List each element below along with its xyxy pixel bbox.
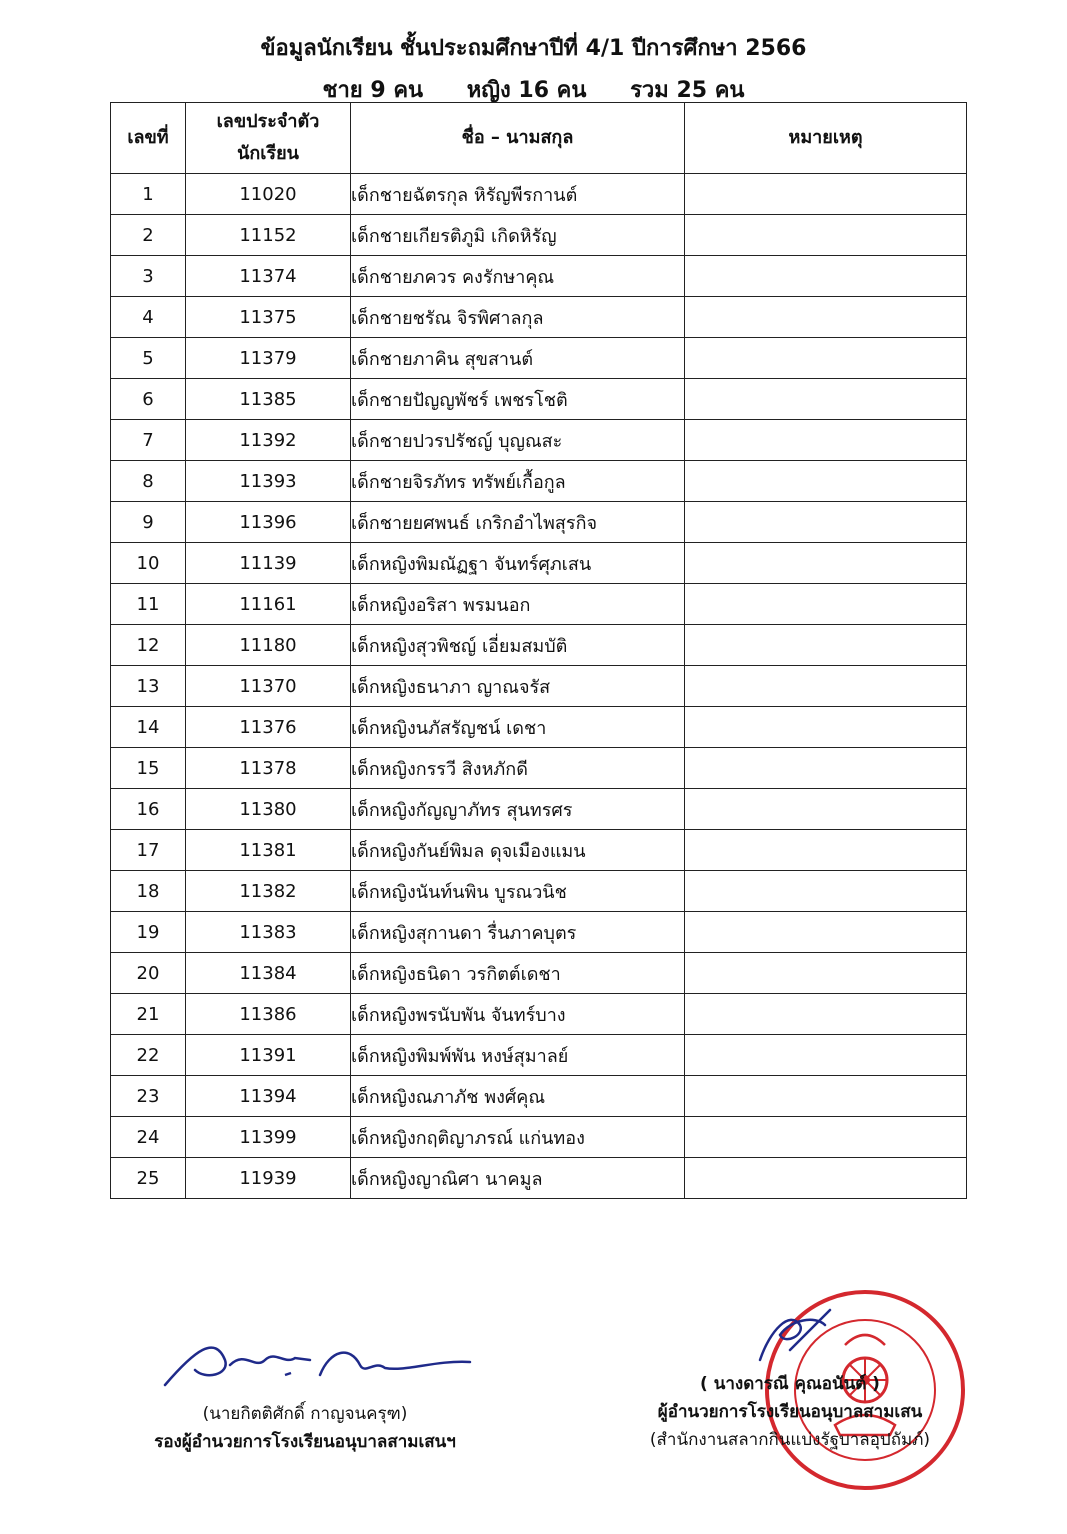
remark-cell: [685, 215, 967, 256]
student-name: เด็กหญิงสุกานดา รื่นภาคบุตร: [351, 912, 685, 953]
row-number: 21: [111, 994, 186, 1035]
table-row: [111, 953, 967, 994]
student-id: 11391: [186, 1035, 351, 1076]
table-row: [111, 297, 967, 338]
table-row: [111, 1117, 967, 1158]
student-name: เด็กชายภควร คงรักษาคุณ: [351, 256, 685, 297]
student-id: 11376: [186, 707, 351, 748]
remark-cell: [685, 502, 967, 543]
deputy-director-position: รองผู้อำนวยการโรงเรียนอนุบาลสามเสนฯ: [154, 1432, 456, 1452]
student-name: เด็กชายฉัตรกุล หิรัญพีรกานต์: [351, 174, 685, 215]
row-number: 22: [111, 1035, 186, 1076]
student-id: 11381: [186, 830, 351, 871]
student-name: เด็กหญิงพรนับพัน จันทร์บาง: [351, 994, 685, 1035]
table-row: [111, 584, 967, 625]
table-row: [111, 625, 967, 666]
remark-cell: [685, 707, 967, 748]
student-name: เด็กหญิงณภาภัช พงศ์คุณ: [351, 1076, 685, 1117]
student-name: เด็กหญิงกรรวี สิงหภักดี: [351, 748, 685, 789]
table-row: [111, 543, 967, 584]
table-row: [111, 420, 967, 461]
student-id: 11385: [186, 379, 351, 420]
row-number: 10: [111, 543, 186, 584]
student-id: 11386: [186, 994, 351, 1035]
student-id: 11383: [186, 912, 351, 953]
student-id: 11396: [186, 502, 351, 543]
row-number: 14: [111, 707, 186, 748]
table-row: [111, 1158, 967, 1199]
row-number: 6: [111, 379, 186, 420]
student-name: เด็กหญิงกัญญาภัทร สุนทรศร: [351, 789, 685, 830]
deputy-director-name: (นายกิตติศักดิ์ กาญจนครุฑ): [202, 1404, 408, 1424]
director-name: ( นางดารณี คุณอนันต์ ): [700, 1374, 880, 1394]
female-count: หญิง 16 คน: [466, 78, 587, 103]
row-number: 18: [111, 871, 186, 912]
student-name: เด็กหญิงกันย์พิมล ดุจเมืองแมน: [351, 830, 685, 871]
row-number: 17: [111, 830, 186, 871]
student-id: 11384: [186, 953, 351, 994]
student-id: 11382: [186, 871, 351, 912]
student-name: เด็กชายปวรปรัชญ์ บุญณสะ: [351, 420, 685, 461]
header-remark: หมายเหตุ: [685, 103, 967, 174]
student-id: 11375: [186, 297, 351, 338]
student-id: 11393: [186, 461, 351, 502]
table-row: [111, 912, 967, 953]
student-name: เด็กหญิงกฤติญาภรณ์ แก่นทอง: [351, 1117, 685, 1158]
remark-cell: [685, 1117, 967, 1158]
header-student-id: เลขประจำตัว นักเรียน: [186, 103, 351, 174]
row-number: 12: [111, 625, 186, 666]
remark-cell: [685, 953, 967, 994]
student-name: เด็กหญิงนันท์นพิน บูรณวนิช: [351, 871, 685, 912]
remark-cell: [685, 338, 967, 379]
remark-cell: [685, 420, 967, 461]
remark-cell: [685, 379, 967, 420]
student-name: เด็กชายยศพนธ์ เกริกอำไพสุรกิจ: [351, 502, 685, 543]
remark-cell: [685, 174, 967, 215]
student-id: 11380: [186, 789, 351, 830]
director-signature-block: [600, 1290, 980, 1454]
student-name: เด็กหญิงธนิดา วรกิตต์เดชา: [351, 953, 685, 994]
row-number: 3: [111, 256, 186, 297]
row-number: 15: [111, 748, 186, 789]
remark-cell: [685, 256, 967, 297]
table-row: [111, 379, 967, 420]
remark-cell: [685, 1076, 967, 1117]
table-body: [111, 174, 967, 1199]
student-id: 11139: [186, 543, 351, 584]
remark-cell: [685, 543, 967, 584]
total-count: รวม 25 คน: [630, 78, 745, 103]
student-name: เด็กชายชรัณ จิรพิศาลกุล: [351, 297, 685, 338]
male-count: ชาย 9 คน: [322, 78, 424, 103]
student-name: เด็กชายปัญญพัชร์ เพชรโชติ: [351, 379, 685, 420]
row-number: 23: [111, 1076, 186, 1117]
row-number: 9: [111, 502, 186, 543]
remark-cell: [685, 871, 967, 912]
row-number: 4: [111, 297, 186, 338]
student-id: 11161: [186, 584, 351, 625]
table-row: [111, 666, 967, 707]
row-number: 11: [111, 584, 186, 625]
table-row: [111, 789, 967, 830]
remark-cell: [685, 625, 967, 666]
row-number: 24: [111, 1117, 186, 1158]
student-roster-table: [110, 102, 967, 1199]
remark-cell: [685, 297, 967, 338]
student-name: เด็กหญิงสุวพิชญ์ เอี่ยมสมบัติ: [351, 625, 685, 666]
remark-cell: [685, 1035, 967, 1076]
header-name: ชื่อ – นามสกุล: [351, 103, 685, 174]
student-name: เด็กชายภาคิน สุขสานต์: [351, 338, 685, 379]
table-row: [111, 994, 967, 1035]
student-name: เด็กชายเกียรติภูมิ เกิดหิรัญ: [351, 215, 685, 256]
table-row: [111, 871, 967, 912]
remark-cell: [685, 1158, 967, 1199]
row-number: 8: [111, 461, 186, 502]
table-row: [111, 256, 967, 297]
remark-cell: [685, 994, 967, 1035]
row-number: 16: [111, 789, 186, 830]
student-id: 11370: [186, 666, 351, 707]
student-id: 11374: [186, 256, 351, 297]
remark-cell: [685, 830, 967, 871]
student-id: 11020: [186, 174, 351, 215]
table-row: [111, 707, 967, 748]
remark-cell: [685, 584, 967, 625]
deputy-director-signature-block: [130, 1330, 480, 1456]
row-number: 13: [111, 666, 186, 707]
table-row: [111, 215, 967, 256]
table-row: [111, 502, 967, 543]
student-id: 11392: [186, 420, 351, 461]
table-row: [111, 748, 967, 789]
row-number: 25: [111, 1158, 186, 1199]
row-number: 5: [111, 338, 186, 379]
student-name: เด็กหญิงพิมณัฏฐา จันทร์ศุภเสน: [351, 543, 685, 584]
row-number: 19: [111, 912, 186, 953]
student-id: 11180: [186, 625, 351, 666]
student-id: 11379: [186, 338, 351, 379]
student-id: 11394: [186, 1076, 351, 1117]
remark-cell: [685, 789, 967, 830]
student-id: 11152: [186, 215, 351, 256]
table-row: [111, 174, 967, 215]
table-row: [111, 830, 967, 871]
student-name: เด็กหญิงนภัสรัญชน์ เดชา: [351, 707, 685, 748]
student-name: เด็กหญิงพิมพ์พัน หงษ์สุมาลย์: [351, 1035, 685, 1076]
row-number: 7: [111, 420, 186, 461]
student-name: เด็กหญิงญาณิศา นาคมูล: [351, 1158, 685, 1199]
table-row: [111, 1035, 967, 1076]
remark-cell: [685, 461, 967, 502]
student-id: 11939: [186, 1158, 351, 1199]
student-id: 11378: [186, 748, 351, 789]
student-name: เด็กชายจิรภัทร ทรัพย์เกื้อกูล: [351, 461, 685, 502]
table-row: [111, 338, 967, 379]
student-name: เด็กหญิงอริสา พรมนอก: [351, 584, 685, 625]
student-id: 11399: [186, 1117, 351, 1158]
row-number: 2: [111, 215, 186, 256]
table-row: [111, 1076, 967, 1117]
table-header-row: [111, 103, 967, 174]
row-number: 1: [111, 174, 186, 215]
document-title: ข้อมูลนักเรียน ชั้นประถมศึกษาปีที่ 4/1 ปีการศึกษา 2566: [260, 36, 807, 61]
student-name: เด็กหญิงธนาภา ญาณจรัส: [351, 666, 685, 707]
remark-cell: [685, 748, 967, 789]
handwritten-signature-right: [730, 1290, 850, 1370]
director-agency: (สำนักงานสลากกินแบ่งรัฐบาลอุปถัมภ์): [649, 1430, 931, 1450]
handwritten-signature-left: [135, 1330, 475, 1400]
table-row: [111, 461, 967, 502]
director-position: ผู้อำนวยการโรงเรียนอนุบาลสามเสน: [657, 1402, 923, 1422]
remark-cell: [685, 912, 967, 953]
header-no: เลขที่: [111, 103, 186, 174]
remark-cell: [685, 666, 967, 707]
row-number: 20: [111, 953, 186, 994]
